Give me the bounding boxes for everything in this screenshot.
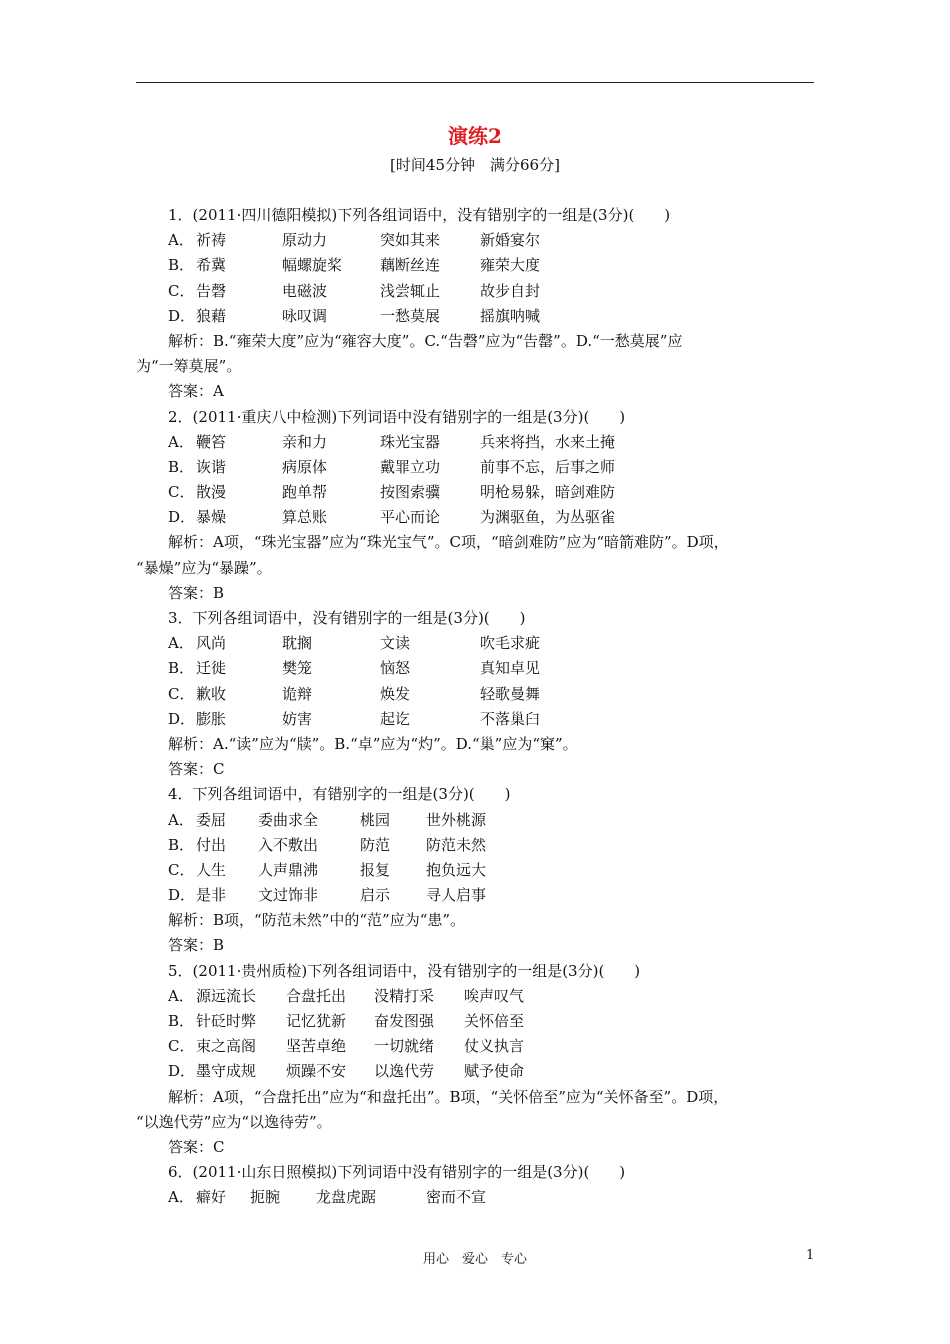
option-word: 跑单帮 (282, 483, 328, 502)
option-word: 摇旗呐喊 (480, 306, 541, 325)
option-row (136, 858, 818, 883)
option-word: 文读 (380, 634, 411, 653)
option-letter: D． (168, 709, 196, 728)
option-row (136, 984, 818, 1009)
analysis-text: “以逸代劳”应为“以逸待劳”。 (136, 1112, 332, 1131)
analysis-text: “暴燥”应为“暴躁”。 (136, 558, 272, 577)
question-stem: 6．(2011·山东日照模拟)下列词语中没有错别字的一组是(3分)( ) (168, 1163, 626, 1182)
option-row (136, 808, 818, 833)
option-letter: D． (168, 886, 196, 905)
option-word: 原动力 (282, 231, 328, 250)
option-word: 一愁莫展 (380, 306, 441, 325)
option-word: 文过饰非 (258, 886, 319, 905)
option-word: 诡辩 (282, 684, 313, 703)
option-word: 故步自封 (480, 281, 541, 300)
option-word: 妨害 (282, 709, 313, 728)
option-word: 烦躁不安 (286, 1062, 347, 1081)
option-row (136, 228, 818, 253)
option-word: 墨守成规 (196, 1062, 257, 1081)
option-row (136, 279, 818, 304)
option-word: 癖好 (196, 1188, 227, 1207)
option-row (136, 682, 818, 707)
option-letter: D． (168, 306, 196, 325)
option-word: 防范未然 (426, 835, 487, 854)
option-word: 雍荣大度 (480, 256, 541, 275)
option-word: 合盘托出 (286, 986, 347, 1005)
option-word: 是非 (196, 886, 227, 905)
question-stem: 2．(2011·重庆八中检测)下列词语中没有错别字的一组是(3分)( ) (168, 407, 626, 426)
option-word: 奋发图强 (374, 1012, 435, 1030)
option-word: 按图索骥 (380, 483, 441, 502)
option-letter: C． (168, 483, 195, 502)
option-word: 世外桃源 (426, 810, 487, 829)
option-letter: B． (168, 835, 195, 854)
option-word: 咏叹调 (282, 306, 328, 325)
option-row (136, 883, 818, 908)
analysis-text: 解析：A.“读”应为“牍”。B.“卓”应为“灼”。D.“巢”应为“窠”。 (168, 734, 578, 753)
option-row (136, 1034, 818, 1059)
option-word: 鞭笞 (196, 432, 227, 451)
option-row (136, 1009, 818, 1034)
option-word: 轻歌曼舞 (480, 684, 541, 703)
option-word: 抱负远大 (426, 860, 487, 879)
top-rule (136, 82, 814, 83)
option-word: 人生 (196, 860, 227, 879)
option-word: 诙谐 (196, 457, 227, 476)
option-word: 膨胀 (196, 709, 227, 728)
option-word: 防范 (360, 835, 391, 854)
option-row (136, 631, 818, 656)
option-word: 报复 (360, 860, 391, 879)
option-letter: C． (168, 281, 195, 300)
option-letter: C． (168, 1037, 195, 1056)
option-word: 歉收 (196, 684, 227, 703)
option-word: 算总账 (282, 508, 328, 527)
option-letter: D． (168, 508, 196, 527)
option-letter: A． (168, 986, 194, 1005)
option-word: 不落巢臼 (480, 709, 541, 728)
option-row (136, 656, 818, 681)
option-letter: B． (168, 256, 195, 275)
option-letter: A． (168, 231, 194, 250)
answer-text: 答案：B (168, 936, 225, 955)
page-title: 演练2 (448, 124, 502, 148)
option-word: 龙盘虎踞 (316, 1188, 377, 1207)
option-word: 为渊驱鱼，为丛驱雀 (480, 508, 616, 527)
page-number: 1 (806, 1248, 815, 1263)
option-word: 委曲求全 (258, 810, 319, 829)
option-row (136, 480, 818, 505)
option-word: 祈祷 (196, 231, 227, 250)
option-row (136, 430, 818, 455)
option-word: 电磁波 (282, 281, 328, 300)
answer-text: 答案：C (168, 760, 225, 779)
option-word: 兵来将挡，水来土掩 (480, 432, 616, 451)
option-word: 真知卓见 (480, 659, 541, 678)
answer-text: 答案：B (168, 583, 225, 602)
analysis-text: 解析：A项，“珠光宝器”应为“珠光宝气”。C项，“暗剑难防”应为“暗箭难防”。D项， (168, 533, 729, 552)
option-word: 坚苦卓绝 (286, 1037, 347, 1056)
option-word: 赋予使命 (464, 1062, 525, 1081)
option-word: 委屈 (196, 810, 227, 829)
answer-text: 答案：A (168, 382, 224, 401)
option-word: 唉声叹气 (464, 986, 525, 1005)
answer-text: 答案：C (168, 1137, 225, 1156)
option-word: 暴燥 (196, 508, 227, 527)
option-word: 吹毛求疵 (480, 634, 541, 653)
option-row (136, 455, 818, 480)
option-word: 告磬 (196, 281, 227, 300)
option-letter: A． (168, 432, 194, 451)
option-letter: C． (168, 684, 195, 703)
option-word: 恼怒 (380, 659, 411, 678)
option-word: 前事不忘，后事之师 (480, 457, 616, 476)
option-word: 风尚 (196, 634, 227, 653)
option-word: 以逸代劳 (374, 1062, 435, 1081)
option-word: 幅螺旋桨 (282, 256, 343, 275)
option-word: 桃园 (360, 810, 391, 829)
option-word: 樊笼 (282, 659, 313, 678)
analysis-text: 为“一筹莫展”。 (136, 357, 242, 376)
option-word: 狼藉 (196, 306, 227, 325)
option-word: 希冀 (196, 256, 227, 275)
option-word: 藕断丝连 (380, 256, 441, 275)
page-footer: 用心 爱心 专心 (422, 1252, 527, 1267)
option-row (136, 253, 818, 278)
option-word: 付出 (196, 835, 227, 854)
option-word: 新婚宴尔 (480, 231, 541, 250)
option-letter: B． (168, 457, 195, 476)
option-word: 散漫 (196, 483, 227, 502)
option-word: 突如其来 (380, 231, 441, 250)
option-word: 源远流长 (196, 986, 257, 1005)
question-stem: 3．下列各组词语中，没有错别字的一组是(3分)( ) (168, 609, 526, 627)
analysis-text: 解析：B.“雍荣大度”应为“雍容大度”。C.“告磬”应为“告罄”。D.“一愁莫展”应 (168, 331, 683, 350)
option-word: 耽搁 (282, 634, 313, 653)
option-word: 迁徙 (196, 659, 227, 678)
option-word: 启示 (360, 886, 391, 905)
option-word: 寻人启事 (426, 886, 487, 905)
option-word: 戴罪立功 (380, 457, 441, 476)
option-word: 珠光宝器 (380, 432, 441, 451)
option-word: 亲和力 (282, 432, 328, 451)
option-word: 明枪易躲，暗剑难防 (480, 483, 616, 502)
option-row (136, 833, 818, 858)
option-word: 病原体 (282, 457, 328, 476)
analysis-text: 解析：B项，“防范未然”中的“范”应为“患”。 (168, 911, 466, 930)
option-word: 扼腕 (250, 1188, 281, 1207)
option-word: 仗义执言 (464, 1037, 525, 1056)
option-word: 浅尝辄止 (380, 281, 441, 300)
option-letter: C． (168, 860, 195, 879)
option-word: 没精打采 (374, 986, 435, 1005)
option-word: 人声鼎沸 (258, 860, 319, 879)
option-word: 一切就绪 (374, 1037, 435, 1056)
option-word: 关怀倍至 (464, 1012, 525, 1030)
question-stem: 5．(2011·贵州质检)下列各组词语中，没有错别字的一组是(3分)( ) (168, 961, 641, 980)
analysis-text: 解析：A项，“合盘托出”应为“和盘托出”。B项，“关怀倍至”应为“关怀备至”。D项， (168, 1087, 729, 1106)
option-letter: D． (168, 1062, 196, 1081)
option-word: 密而不宣 (426, 1188, 487, 1207)
question-stem: 4．下列各组词语中，有错别字的一组是(3分)( ) (168, 785, 511, 804)
option-word: 束之高阁 (196, 1037, 257, 1056)
page-subtitle: [时间45分钟 满分66分] (390, 156, 560, 174)
question-stem: 1．(2011·四川德阳模拟)下列各组词语中，没有错别字的一组是(3分)( ) (168, 206, 671, 224)
option-row (136, 707, 818, 732)
option-letter: A． (168, 634, 194, 653)
option-word: 平心而论 (380, 508, 441, 527)
option-letter: B． (168, 1012, 195, 1030)
option-letter: A． (168, 810, 194, 829)
question-list (136, 203, 818, 1211)
option-row (136, 304, 818, 329)
option-letter: B． (168, 659, 195, 678)
option-word: 针砭时弊 (196, 1012, 257, 1030)
option-row (136, 505, 818, 530)
option-word: 记忆犹新 (286, 1012, 347, 1030)
option-row (136, 1059, 818, 1084)
option-letter: A． (168, 1188, 194, 1207)
option-word: 焕发 (380, 684, 411, 703)
option-word: 入不敷出 (258, 835, 319, 854)
option-word: 起讫 (380, 709, 411, 728)
option-row (136, 1185, 818, 1210)
